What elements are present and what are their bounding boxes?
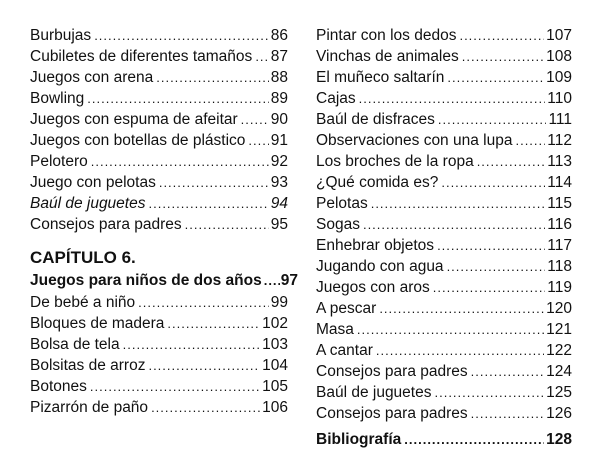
dot-leader: [167, 314, 260, 334]
toc-entry-page: 121: [546, 321, 572, 338]
toc-entry[interactable]: [316, 362, 572, 382]
toc-entry-title: A cantar: [316, 342, 373, 359]
toc-entry-page: 90: [270, 111, 288, 128]
dot-leader: [477, 152, 546, 172]
toc-entry-page: 103: [262, 336, 288, 353]
toc-entry[interactable]: [30, 335, 288, 355]
toc-entry-page: 87: [270, 48, 288, 65]
dot-leader: [376, 341, 544, 361]
toc-entry[interactable]: [316, 194, 572, 214]
toc-entry-title: Burbujas: [30, 27, 92, 44]
toc-entry-title: Juego con pelotas: [30, 174, 156, 191]
toc-entry-title: Baúl de juguetes: [30, 195, 146, 212]
toc-entry[interactable]: [316, 89, 572, 109]
dot-leader: [447, 68, 544, 88]
dot-leader: [357, 320, 544, 340]
toc-entry[interactable]: [30, 152, 288, 172]
toc-entry[interactable]: [316, 68, 572, 88]
toc-entry-page: 115: [547, 195, 572, 212]
toc-entry[interactable]: [30, 356, 288, 376]
toc-entry-page: 117: [547, 237, 572, 254]
dot-leader: [359, 89, 546, 109]
toc-entry-title: Masa: [316, 321, 354, 338]
dot-leader: [148, 194, 268, 214]
toc-entry-title: Consejos para padres: [316, 363, 468, 380]
toc-entry[interactable]: [316, 236, 572, 256]
dot-leader: [151, 398, 260, 418]
toc-entry[interactable]: [316, 215, 572, 235]
toc-entry-page: 86: [270, 27, 288, 44]
toc-entry-title: Juegos con botellas de plástico: [30, 132, 246, 149]
toc-entry-page: 110: [547, 90, 572, 107]
dot-leader: [248, 131, 268, 151]
toc-entry-page: 97: [280, 272, 298, 289]
toc-entry-page: 120: [546, 300, 572, 317]
toc-entry-page: 88: [270, 69, 288, 86]
toc-entry-page: 118: [547, 258, 572, 275]
dot-leader: [264, 271, 280, 291]
toc-entry-title: El muñeco saltarín: [316, 69, 445, 86]
toc-entry-title: Pintar con los dedos: [316, 27, 457, 44]
toc-entry-title: Cubiletes de diferentes tamaños: [30, 48, 253, 65]
toc-entry-title: Pelotero: [30, 153, 88, 170]
toc-entry-title: Pelotas: [316, 195, 368, 212]
toc-entry[interactable]: [30, 26, 288, 46]
dot-leader: [255, 47, 268, 67]
toc-entry[interactable]: [30, 89, 288, 109]
toc-entry-title: Botones: [30, 378, 87, 395]
toc-entry-page: 119: [547, 279, 572, 296]
toc-entry[interactable]: [30, 47, 288, 67]
toc-entry-page: 122: [546, 342, 572, 359]
toc-entry[interactable]: [316, 173, 572, 193]
toc-entry-page: 104: [262, 357, 288, 374]
toc-entry-title: Vinchas de animales: [316, 48, 459, 65]
toc-entry-page: 95: [270, 216, 288, 233]
dot-leader: [447, 257, 546, 277]
toc-entry-title: A pescar: [316, 300, 377, 317]
toc-entry-title: Bowling: [30, 90, 85, 107]
toc-entry-page: 111: [548, 111, 572, 128]
toc-entry[interactable]: [30, 215, 288, 235]
toc-entry-page: 99: [270, 294, 288, 311]
dot-leader: [185, 215, 269, 235]
toc-entry-page: 92: [270, 153, 288, 170]
toc-entry-page: 124: [546, 363, 572, 380]
toc-entry-title: Bolsitas de arroz: [30, 357, 146, 374]
toc-entry-title: De bebé a niño: [30, 294, 136, 311]
dot-leader: [459, 26, 544, 46]
toc-entry[interactable]: [316, 131, 572, 151]
toc-entry[interactable]: [316, 404, 572, 424]
toc-entry-title: Juegos con arena: [30, 69, 154, 86]
dot-leader: [371, 194, 546, 214]
toc-entry-page: 128: [546, 431, 572, 448]
toc-entry-title: Bloques de madera: [30, 315, 165, 332]
toc-entry-page: 91: [270, 132, 288, 149]
toc-entry-page: 107: [546, 27, 572, 44]
toc-entry-page: 109: [546, 69, 572, 86]
toc-entry[interactable]: [30, 314, 288, 334]
toc-entry-title: Baúl de disfraces: [316, 111, 435, 128]
dot-leader: [90, 377, 260, 397]
dot-leader: [363, 215, 545, 235]
dot-leader: [471, 362, 544, 382]
toc-entry-page: 93: [270, 174, 288, 191]
dot-leader: [437, 236, 545, 256]
toc-entry-page: 89: [270, 90, 288, 107]
toc-entry-title: Jugando con agua: [316, 258, 444, 275]
toc-entry[interactable]: [30, 194, 288, 214]
dot-leader: [241, 110, 269, 130]
toc-entry[interactable]: [316, 278, 572, 298]
dot-leader: [148, 356, 260, 376]
toc-entry[interactable]: [316, 152, 572, 172]
chapter-heading: CAPÍTULO 6.: [30, 248, 136, 267]
dot-leader: [91, 152, 269, 172]
toc-entry[interactable]: [30, 377, 288, 397]
chapter-title-entry[interactable]: [30, 271, 298, 291]
toc-entry-title: Bolsa de tela: [30, 336, 120, 353]
toc-entry-title: Pizarrón de paño: [30, 399, 149, 416]
toc-entry-page: 112: [547, 132, 572, 149]
toc-entry[interactable]: [30, 110, 288, 130]
toc-entry-title: Los broches de la ropa: [316, 153, 474, 170]
toc-entry-page: 114: [547, 174, 572, 191]
toc-entry-title: Observaciones con una lupa: [316, 132, 513, 149]
toc-entry-page: 105: [262, 378, 288, 395]
dot-leader: [441, 173, 545, 193]
toc-entry[interactable]: [316, 47, 572, 67]
dot-leader: [462, 47, 544, 67]
toc-entry-page: 126: [546, 405, 572, 422]
toc-entry[interactable]: [316, 26, 572, 46]
dot-leader: [138, 293, 269, 313]
dot-leader: [87, 89, 268, 109]
toc-entry-title: Juegos con aros: [316, 279, 430, 296]
toc-entry[interactable]: [316, 341, 572, 361]
toc-entry-title: Juegos con espuma de afeitar: [30, 111, 238, 128]
dot-leader: [434, 383, 544, 403]
toc-entry-title: Consejos para padres: [316, 405, 468, 422]
toc-entry[interactable]: [316, 320, 572, 340]
dot-leader: [433, 278, 546, 298]
dot-leader: [94, 26, 269, 46]
toc-entry-title: Cajas: [316, 90, 356, 107]
toc-entry-page: 125: [546, 384, 572, 401]
dot-leader: [123, 335, 261, 355]
toc-entry-title: Consejos para padres: [30, 216, 182, 233]
dot-leader: [471, 404, 544, 424]
bibliography-entry[interactable]: [316, 430, 572, 450]
toc-entry-page: 106: [262, 399, 288, 416]
toc-entry[interactable]: [30, 131, 288, 151]
toc-entry-page: 94: [270, 195, 288, 212]
toc-entry-title: ¿Qué comida es?: [316, 174, 439, 191]
dot-leader: [438, 110, 547, 130]
dot-leader: [156, 68, 269, 88]
toc-entry-title: Sogas: [316, 216, 360, 233]
toc-entry[interactable]: [30, 398, 288, 418]
toc-entry-title: Baúl de juguetes: [316, 384, 432, 401]
dot-leader: [404, 430, 544, 450]
dot-leader: [515, 131, 545, 151]
toc-entry-title: Enhebrar objetos: [316, 237, 435, 254]
toc-entry[interactable]: [30, 173, 288, 193]
toc-entry-page: 116: [547, 216, 572, 233]
toc-entry[interactable]: [30, 68, 288, 88]
toc-entry-page: 102: [262, 315, 288, 332]
dot-leader: [159, 173, 269, 193]
toc-entry-title: Juegos para niños de dos años: [30, 272, 262, 289]
toc-entry[interactable]: [30, 293, 288, 313]
toc-entry[interactable]: [316, 299, 572, 319]
toc-entry[interactable]: [316, 383, 572, 403]
toc-entry[interactable]: [316, 257, 572, 277]
dot-leader: [379, 299, 544, 319]
toc-entry[interactable]: [316, 110, 572, 130]
toc-entry-page: 113: [547, 153, 572, 170]
toc-entry-page: 108: [546, 48, 572, 65]
toc-entry-title: Bibliografía: [316, 431, 402, 448]
